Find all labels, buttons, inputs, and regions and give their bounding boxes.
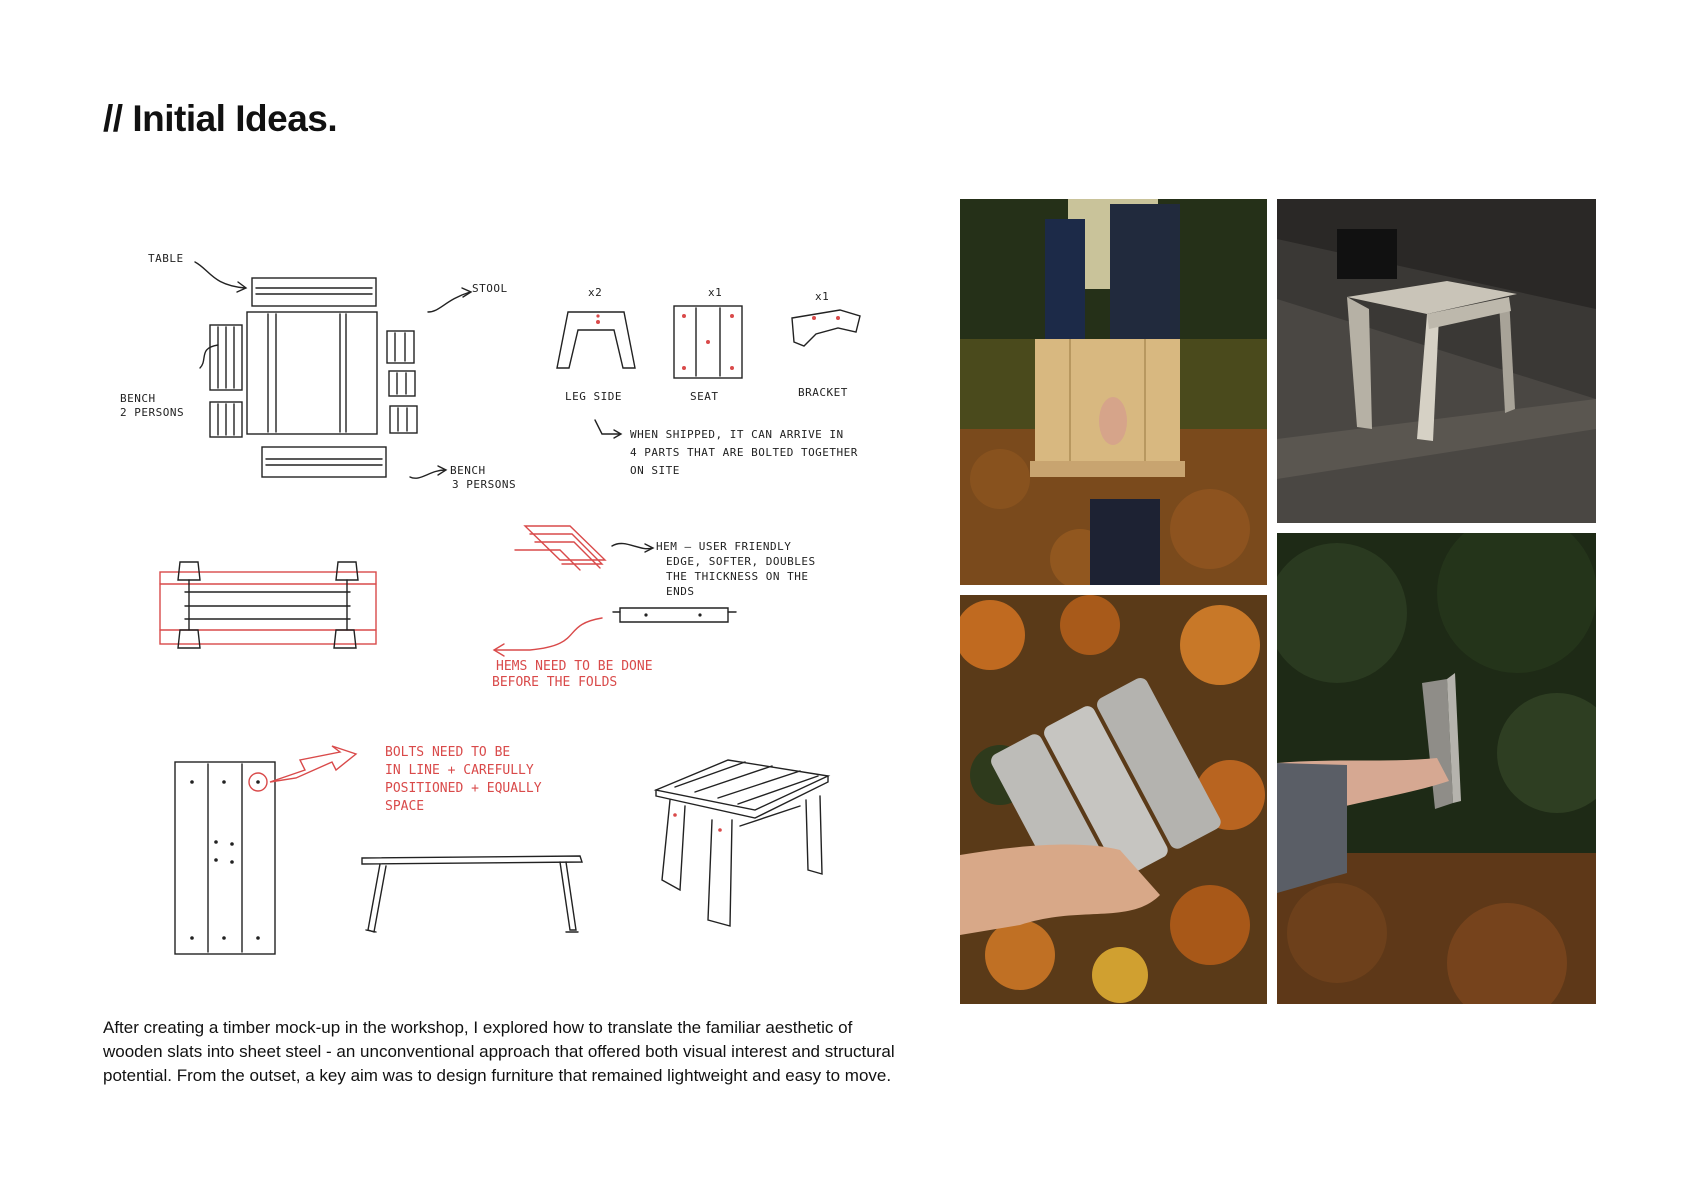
page-title: // Initial Ideas.	[103, 98, 338, 139]
hem-note-line-1: HEM — USER FRIENDLY	[656, 540, 792, 553]
hem-note-line-3: THE THICKNESS ON THE	[666, 570, 809, 583]
count-seat: x1	[708, 286, 723, 299]
photo-steel-stool-on-bench	[1277, 199, 1596, 523]
bolts-red-note-line-1: BOLTS NEED TO BE	[385, 745, 511, 760]
label-bench-3-note: 3 PERSONS	[452, 478, 517, 491]
hem-note-line-2: EDGE, SOFTER, DOUBLES	[666, 555, 816, 568]
label-leg-side: LEG SIDE	[565, 390, 622, 403]
bolts-red-note-line-2: IN LINE + CAREFULLY	[385, 763, 534, 778]
label-stool: STOOL	[472, 282, 508, 295]
count-bracket: x1	[815, 290, 830, 303]
table-3d-sketch	[656, 760, 828, 926]
hem-red-note-line-2: BEFORE THE FOLDS	[492, 675, 618, 690]
bolts-red-note-line-3: POSITIONED + EQUALLY	[385, 781, 542, 796]
hem-detail-sketch	[515, 526, 605, 570]
label-bench-2-note: 2 PERSONS	[120, 406, 185, 419]
bench-hem-sketch	[160, 562, 376, 648]
hem-note-line-4: ENDS	[666, 585, 695, 598]
parts-note-line-1: WHEN SHIPPED, IT CAN ARRIVE IN	[630, 428, 844, 441]
label-bracket: BRACKET	[798, 386, 848, 399]
label-bench-2: BENCH	[120, 392, 156, 405]
photo-hand-holding-steel-part	[1277, 533, 1596, 1004]
parts-note-line-3: ON SITE	[630, 464, 680, 477]
hem-red-note-line-1: HEMS NEED TO BE DONE	[496, 659, 653, 674]
label-table: TABLE	[148, 252, 184, 265]
layout-plan-sketch	[120, 252, 516, 491]
label-bench-3: BENCH	[450, 464, 486, 477]
photo-steel-seat-on-leaves	[960, 595, 1267, 1004]
hem-strip-sketch	[613, 608, 736, 622]
sketch-illustrations	[100, 230, 930, 960]
body-paragraph: After creating a timber mock-up in the workshop, I explored how to translate the familiar aesthetic of wooden slats into sheet steel - an unconventional approach that offered both visual interest and structural potential. From the outset, a key aim was to design furniture that remained lightweight and easy to move.	[103, 1018, 895, 1085]
count-leg-side: x2	[588, 286, 603, 299]
bench-side-sketch	[362, 856, 582, 932]
seat-bolts-sketch	[175, 762, 275, 954]
bolts-red-note-line-4: SPACE	[385, 799, 425, 814]
parts-note-line-2: 4 PARTS THAT ARE BOLTED TOGETHER	[630, 446, 858, 459]
photo-timber-mockup-carried	[960, 199, 1267, 585]
label-seat: SEAT	[690, 390, 719, 403]
parts-sketch	[557, 286, 860, 477]
